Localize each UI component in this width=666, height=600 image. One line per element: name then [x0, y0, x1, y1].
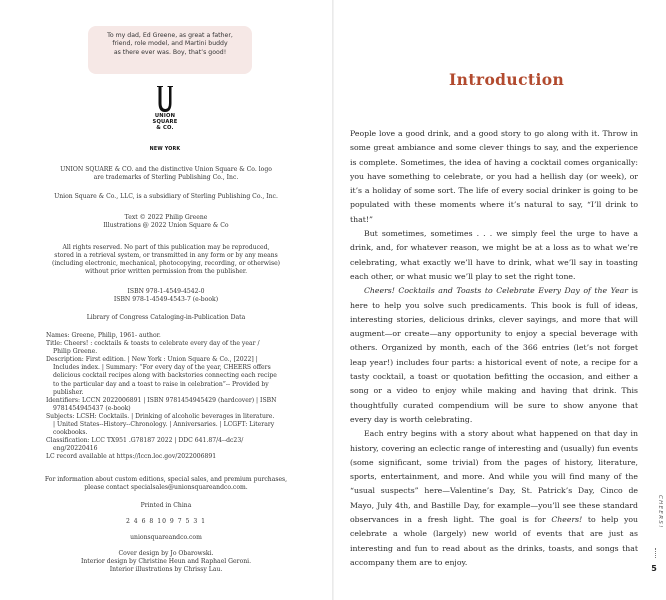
running-head: CHEERS!	[657, 495, 663, 529]
dedication-line: as there ever was. Boy, that’s good!	[113, 48, 227, 56]
trademark-line: are trademarks of Sterling Publishing Co., Inc.	[93, 174, 239, 182]
copyright-page	[0, 0, 332, 600]
cip-line: to the particular day and a toast to raise in celebration”-- Provided by	[53, 380, 269, 388]
rights-line: All rights reserved. No part of this publication may be reproduced,	[62, 244, 270, 251]
design-credits	[20, 550, 312, 574]
introduction-text	[350, 127, 638, 570]
isbn-line: ISBN 978-1-4549-4543-7 (e-book)	[113, 296, 219, 304]
subsidiary-notice: Union Square & Co., LLC, is a subsidiary of Sterling Publishing Co., Inc.	[54, 193, 278, 200]
rights-line: (including electronic, mechanical, photocopying, recording, or otherwise)	[51, 260, 281, 268]
copyright-credits	[20, 214, 312, 230]
publisher-website: unionsquareandco.com	[130, 534, 202, 541]
page-number: 5	[651, 564, 657, 573]
cip-line: cookbooks.	[53, 429, 88, 437]
introduction-page	[334, 0, 666, 600]
dedication-line: To my dad, Ed Greene, as great a father,	[107, 32, 233, 39]
logo-place: NEW YORK	[149, 147, 181, 152]
paragraph-text: is here to help you solve such predicaments. This book is full of ideas, interesting stories, delicious drinks, clever sayings, and more that will augment—or create—any opportunity to enjoy a special beverage with others. Organized by month, each of the 366 entries (let’s not forget leap year!) includes four parts: a historical event of note, a recipe for a tasty cocktail, a toast or quotation befitting the occasion, and either a song or a video to enjoy while making and having that drink. This thoughtfully curated compendium will be sure to show anyone that every day is worth celebrating.	[350, 286, 639, 424]
publisher-logo	[150, 84, 180, 154]
cip-line: Includes index. | Summary: “For every day of the year, CHEERS offers	[53, 364, 271, 372]
cip-line: delicious cocktail recipes along with backstories connecting each recipe	[53, 372, 277, 380]
design-line: Cover design by Jo Obarowski.	[118, 550, 214, 557]
paragraph	[350, 427, 638, 570]
dedication-box	[88, 26, 252, 74]
trademark-notice	[20, 166, 312, 182]
printed-in: Printed in China	[140, 502, 192, 509]
cip-data	[46, 332, 314, 462]
rights-notice	[20, 244, 312, 276]
cip-line: Philip Greene.	[53, 348, 98, 356]
paragraph-text: Each entry begins with a story about what happened on that day in history, covering an eclectic range of interesting and (usually) fun events (some significant, some trivial) from the pages of history, literature, sports, entertainment, and more. And while you will find many of the “usual suspects” here—Valentine’s Day, St. Patrick’s Day, Cinco de Mayo, July 4th, and Bastille Day, for example—you’ll see these standard observances in a fresh light. The goal is for	[350, 429, 638, 525]
cip-line: Subjects: LCSH: Cocktails. | Drinking of alcoholic beverages in literature.	[46, 412, 275, 420]
cip-heading: Library of Congress Cataloging-in-Publication Data	[86, 314, 246, 321]
paragraph-text: to help you celebrate a whole (largely) new world of events that are just as interesting and fun to read about as the drinks, toasts, and songs that accompany them are to enjoy.	[350, 515, 638, 567]
book-title: Cheers!	[551, 515, 583, 525]
credit-line: Text © 2022 Philip Greene	[124, 214, 208, 221]
design-line: Interior illustrations by Chrissy Lau.	[109, 566, 223, 574]
isbn-block	[20, 288, 312, 304]
dedication-line: friend, role model, and Martini buddy	[112, 40, 228, 48]
cip-line: eng/20220416	[53, 445, 98, 453]
cip-line: Names: Greene, Philip, 1961- author.	[46, 332, 161, 339]
custom-line: please contact specialsales@unionsquareandco.com.	[84, 484, 248, 492]
custom-editions-notice	[12, 476, 320, 492]
cip-line: publisher.	[53, 388, 84, 396]
isbn-line: ISBN 978-1-4549-4542-0	[127, 288, 205, 295]
logo-text: UNION	[154, 113, 176, 119]
trademark-line: UNION SQUARE & CO. and the distinctive Union Square & Co. logo	[60, 166, 272, 173]
cip-line: | United States--History--Chronology. | Anniversaries. | LCGFT: Literary	[53, 421, 275, 429]
cip-line: Identifiers: LCCN 2022006891 | ISBN 9781454945429 (hardcover) | ISBN	[46, 396, 277, 404]
logo-text: SQUARE	[152, 118, 178, 125]
rights-line: stored in a retrieval system, or transmitted in any form or by any means	[54, 252, 278, 260]
custom-line: For information about custom editions, special sales, and premium purchases,	[44, 476, 288, 483]
paragraph	[350, 284, 638, 427]
cip-line: Classification: LCC TX951 .G78187 2022 | DDC 641.87/4--dc23/	[46, 437, 244, 445]
cip-line: 9781454945437 (e-book)	[53, 404, 131, 412]
cip-line: Description: First edition. | New York : Union Square & Co., [2022] |	[46, 356, 258, 364]
cip-line: LC record available at https://lccn.loc.gov/2022006891	[46, 453, 217, 461]
cip-line: Title: Cheers! : cocktails & toasts to celebrate every day of the year /	[46, 340, 260, 348]
running-head-rule	[655, 548, 656, 558]
rights-line: without prior written permission from the publisher.	[84, 268, 248, 276]
credit-line: Illustrations @ 2022 Union Square & Co	[103, 222, 229, 230]
logo-text: & CO.	[156, 124, 174, 131]
book-title: Cheers! Cocktails and Toasts to Celebrate Every Day of the Year	[364, 286, 628, 296]
paragraph: But sometimes, sometimes . . . we simply feel the urge to have a drink, and, for whatever reason, we might be at a loss as to what we’re celebrating, what exactly we’ll have to drink, what we’ll say in toasting each other, or what music we’ll play to set the right tone.	[350, 229, 638, 281]
paragraph: People love a good drink, and a good story to go along with it. Throw in some great ambiance and some clever things to say, and the experience is complete. Sometimes, the idea of having a cocktail comes organically: you have something to celebrate, or you had a hellish day (or week), or it’s a holiday of some sort. The life of every social drinker is going to be populated with these moments where it’s natural to say, “I’ll drink to that!”	[350, 129, 638, 224]
design-line: Interior design by Christine Heun and Raphael Geroni.	[80, 558, 252, 566]
chapter-title: Introduction	[449, 70, 565, 89]
print-line: 2 4 6 8 10 9 7 5 3 1	[125, 518, 207, 525]
publisher-logo-mark	[153, 84, 177, 114]
